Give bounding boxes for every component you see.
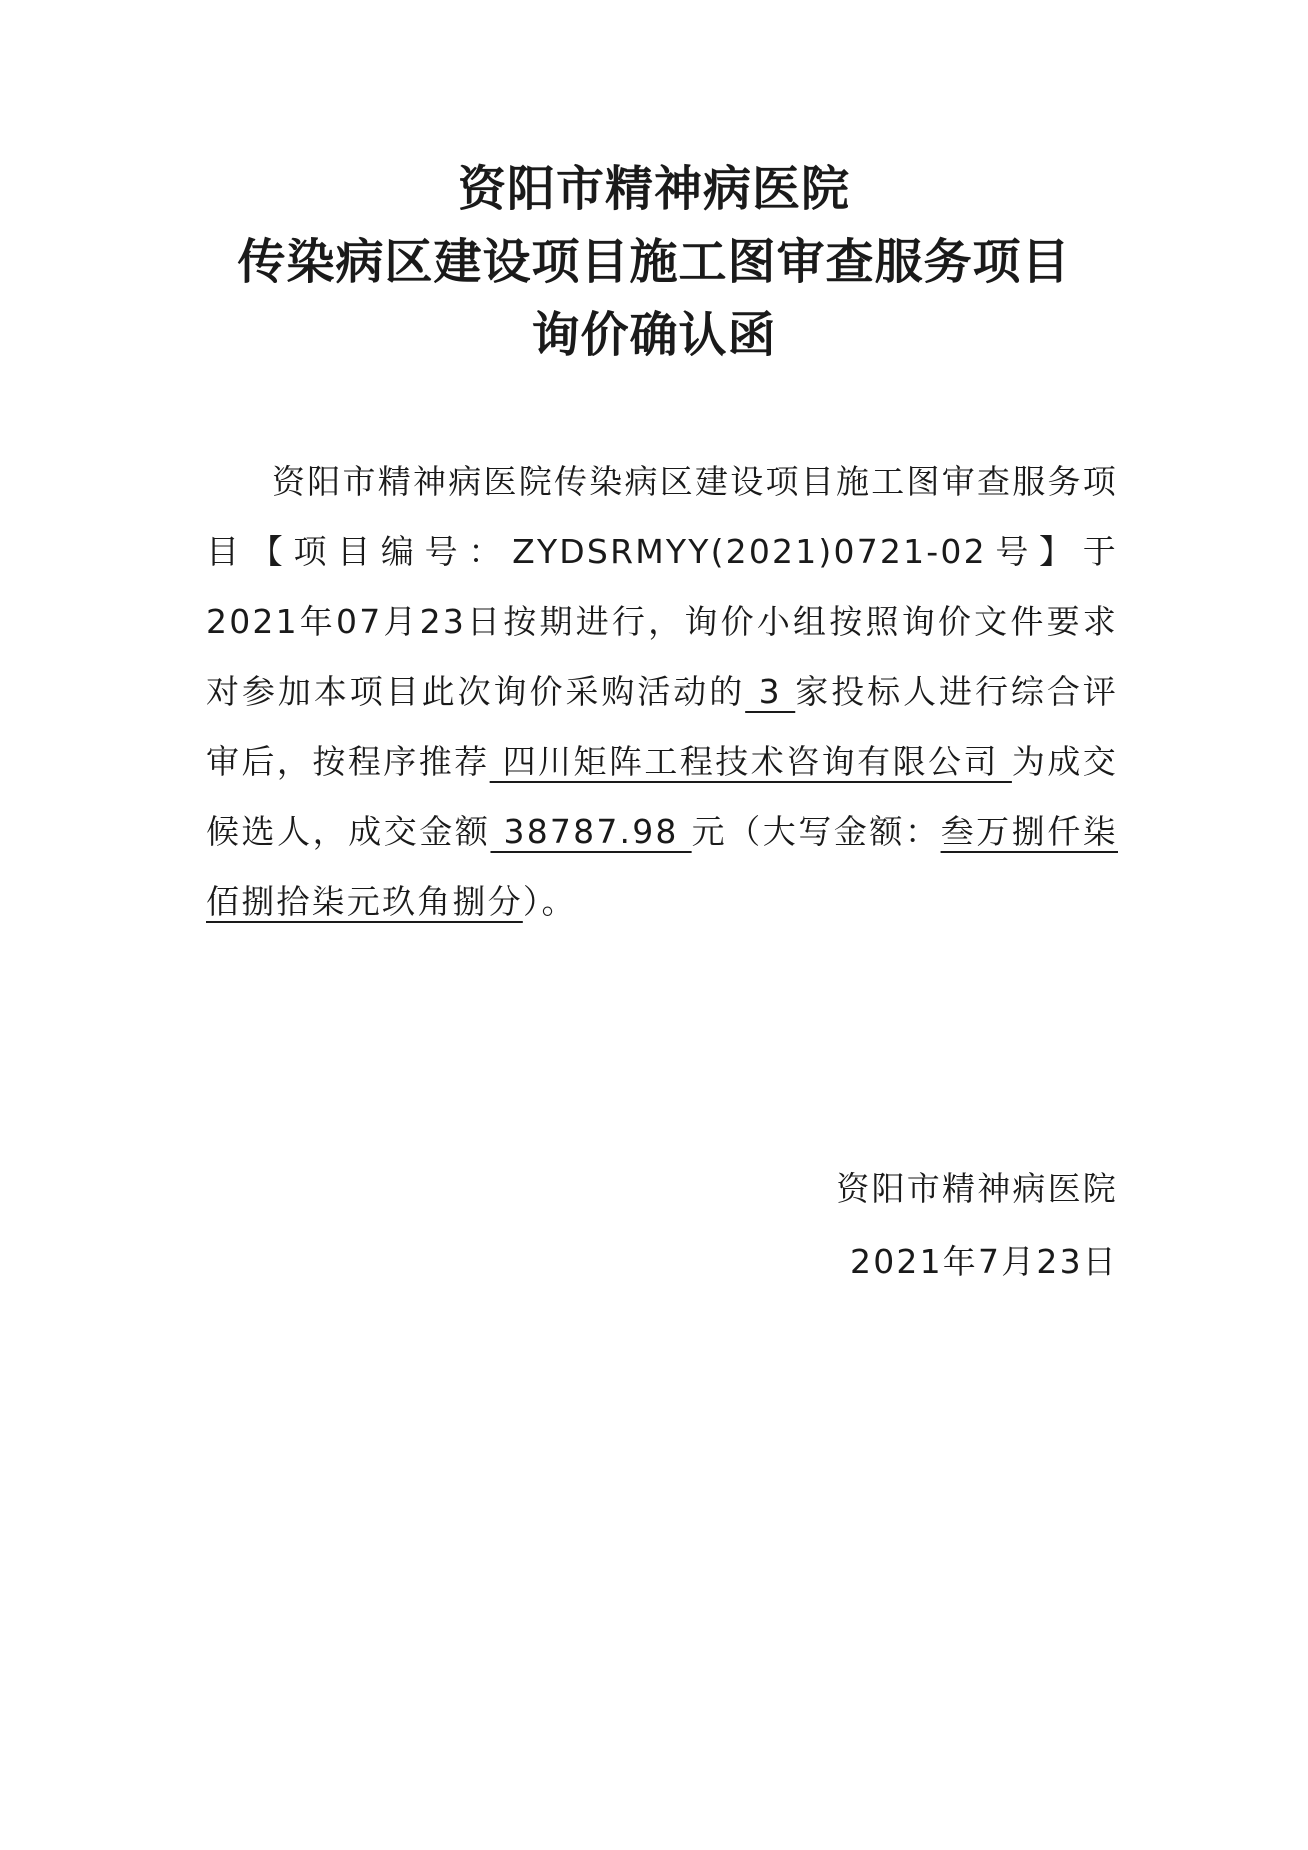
body-text-intro: 资阳市精神病医院传染病区建设项目施工图审查服务项目【项目编号：ZYDSRMYY(2021)0721-02号】于2021年07月23日按期进行，询价小组按照询价文件要求对参加本项目此次询价采购活动的 (206, 462, 1118, 711)
document-title-line-3: 询价确认函 (531, 307, 777, 363)
body-paragraph (206, 447, 1118, 937)
signature-date: 2021年7月23日 (850, 1242, 1118, 1281)
recommended-company: 四川矩阵工程技术咨询有限公司 (489, 742, 1012, 781)
amount-in-words: 叁万捌仟柒佰捌拾柒元玖角捌分 (206, 812, 1118, 921)
transaction-amount: 38787.98 (490, 812, 692, 851)
bidder-count: 3 (745, 672, 796, 711)
signature-organization: 资阳市精神病医院 (836, 1169, 1118, 1208)
body-text-review: 家投标人进行综合评审后，按程序推荐 (206, 672, 1119, 781)
document-title-line-1: 资阳市精神病医院 (457, 161, 850, 217)
body-text-closing: ）。 (522, 882, 577, 921)
body-text-amount-words-label: 元（大写金额： (691, 812, 941, 851)
document-title-line-2: 传染病区建设项目施工图审查服务项目 (237, 234, 1071, 290)
body-text-candidate: 为成交候选人，成交金额 (206, 742, 1118, 851)
